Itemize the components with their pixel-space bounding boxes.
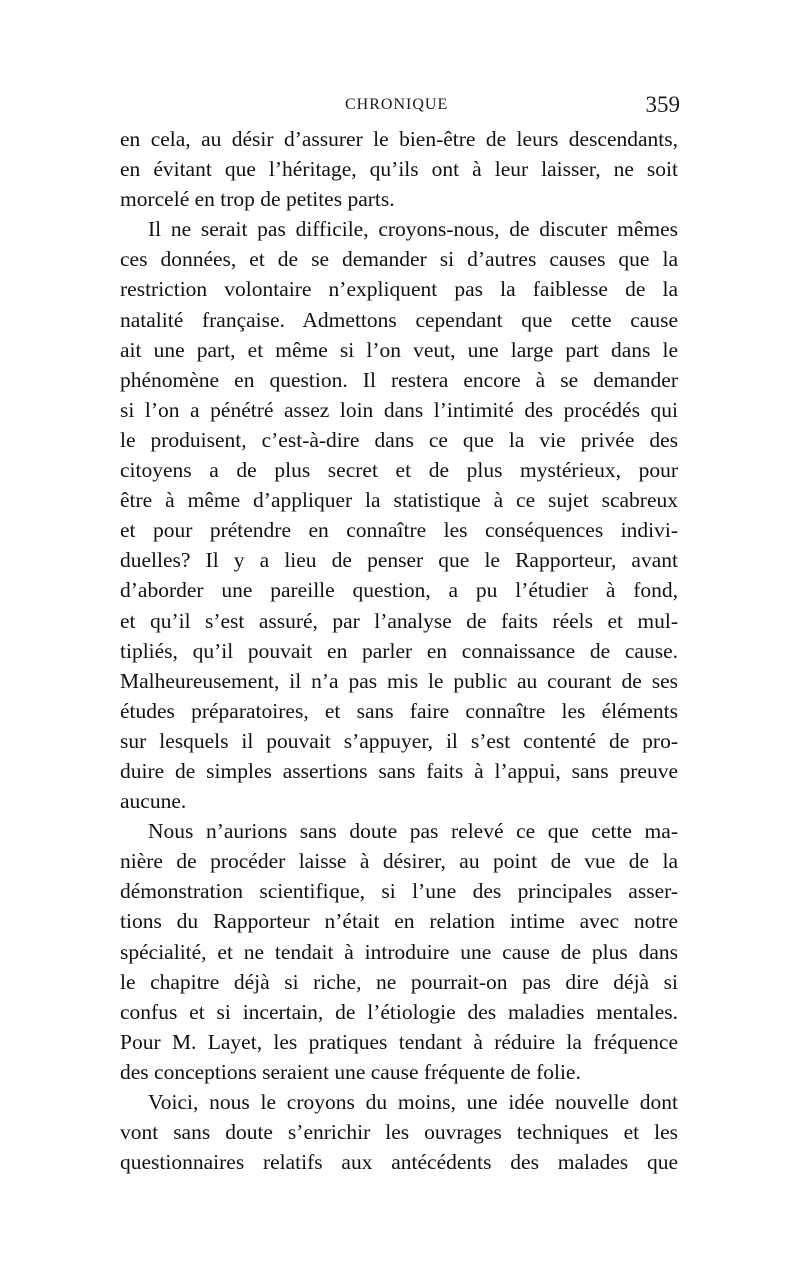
text-line: si l’on a pénétré assez loin dans l’intimité des procédés qui — [120, 397, 678, 422]
text-line: en évitant que l’héritage, qu’ils ont à leur laisser, ne soit — [120, 157, 678, 182]
text-line: Voici, nous le croyons du moins, une idée nouvelle dont — [148, 1090, 678, 1114]
page-header — [120, 92, 680, 122]
body-text — [120, 124, 678, 1177]
text-line: et qu’il s’est assuré, par l’analyse de faits réels et mul- — [120, 608, 678, 633]
text-line: ces données, et de se demander si d’autres causes que la — [120, 247, 678, 272]
text-line: des conceptions seraient une cause fréquente de folie. — [120, 1059, 581, 1084]
running-title: CHRONIQUE — [345, 96, 449, 113]
text-line: études préparatoires, et sans faire connaître les éléments — [120, 698, 678, 723]
text-line: d’aborder une pareille question, a pu l’étudier à fond, — [120, 578, 678, 603]
text-line: morcelé en trop de petites parts. — [120, 187, 395, 212]
text-line: Malheureusement, il n’a pas mis le public au courant de ses — [120, 668, 678, 693]
text-line: tions du Rapporteur n’était en relation intime avec notre — [120, 909, 678, 934]
text-line: citoyens a de plus secret et de plus mystérieux, pour — [120, 458, 678, 483]
text-line: vont sans doute s’enrichir les ouvrages techniques et les — [120, 1120, 678, 1145]
text-line: en cela, au désir d’assurer le bien-être de leurs descendants, — [120, 127, 678, 151]
text-line: phénomène en question. Il restera encore à se demander — [120, 367, 678, 392]
text-line: duelles? Il y a lieu de penser que le Rapporteur, avant — [120, 548, 678, 573]
text-line: être à même d’appliquer la statistique à ce sujet scabreux — [120, 488, 678, 513]
text-line: restriction volontaire n’expliquent pas la faiblesse de la — [120, 277, 678, 302]
page-number: 359 — [645, 92, 680, 117]
text-line: aucune. — [120, 789, 187, 814]
text-line: démonstration scientifique, si l’une des principales asser- — [120, 879, 678, 904]
text-line: le produisent, c’est-à-dire dans ce que la vie privée des — [120, 427, 678, 452]
text-line: Pour M. Layet, les pratiques tendant à réduire la fréquence — [120, 1029, 678, 1054]
text-line: le chapitre déjà si riche, ne pourrait-on pas dire déjà si — [120, 969, 678, 994]
text-line: Nous n’aurions sans doute pas relevé ce que cette ma- — [148, 819, 678, 844]
text-line: et pour prétendre en connaître les conséquences indivi- — [120, 518, 678, 543]
text-line: nière de procéder laisse à désirer, au point de vue de la — [120, 849, 678, 874]
text-line: tipliés, qu’il pouvait en parler en connaissance de cause. — [120, 638, 678, 663]
text-line: questionnaires relatifs aux antécédents des malades que — [120, 1150, 678, 1175]
text-line: ait une part, et même si l’on veut, une large part dans le — [120, 337, 678, 362]
text-line: duire de simples assertions sans faits à l’appui, sans preuve — [120, 758, 678, 783]
text-line: Il ne serait pas difficile, croyons-nous, de discuter mêmes — [148, 217, 678, 242]
text-line: natalité française. Admettons cependant que cette cause — [120, 307, 678, 332]
text-line: confus et si incertain, de l’étiologie des maladies mentales. — [120, 999, 678, 1024]
text-line: spécialité, et ne tendait à introduire une cause de plus dans — [120, 939, 678, 964]
text-line: sur lesquels il pouvait s’appuyer, il s’est contenté de pro- — [120, 728, 678, 753]
